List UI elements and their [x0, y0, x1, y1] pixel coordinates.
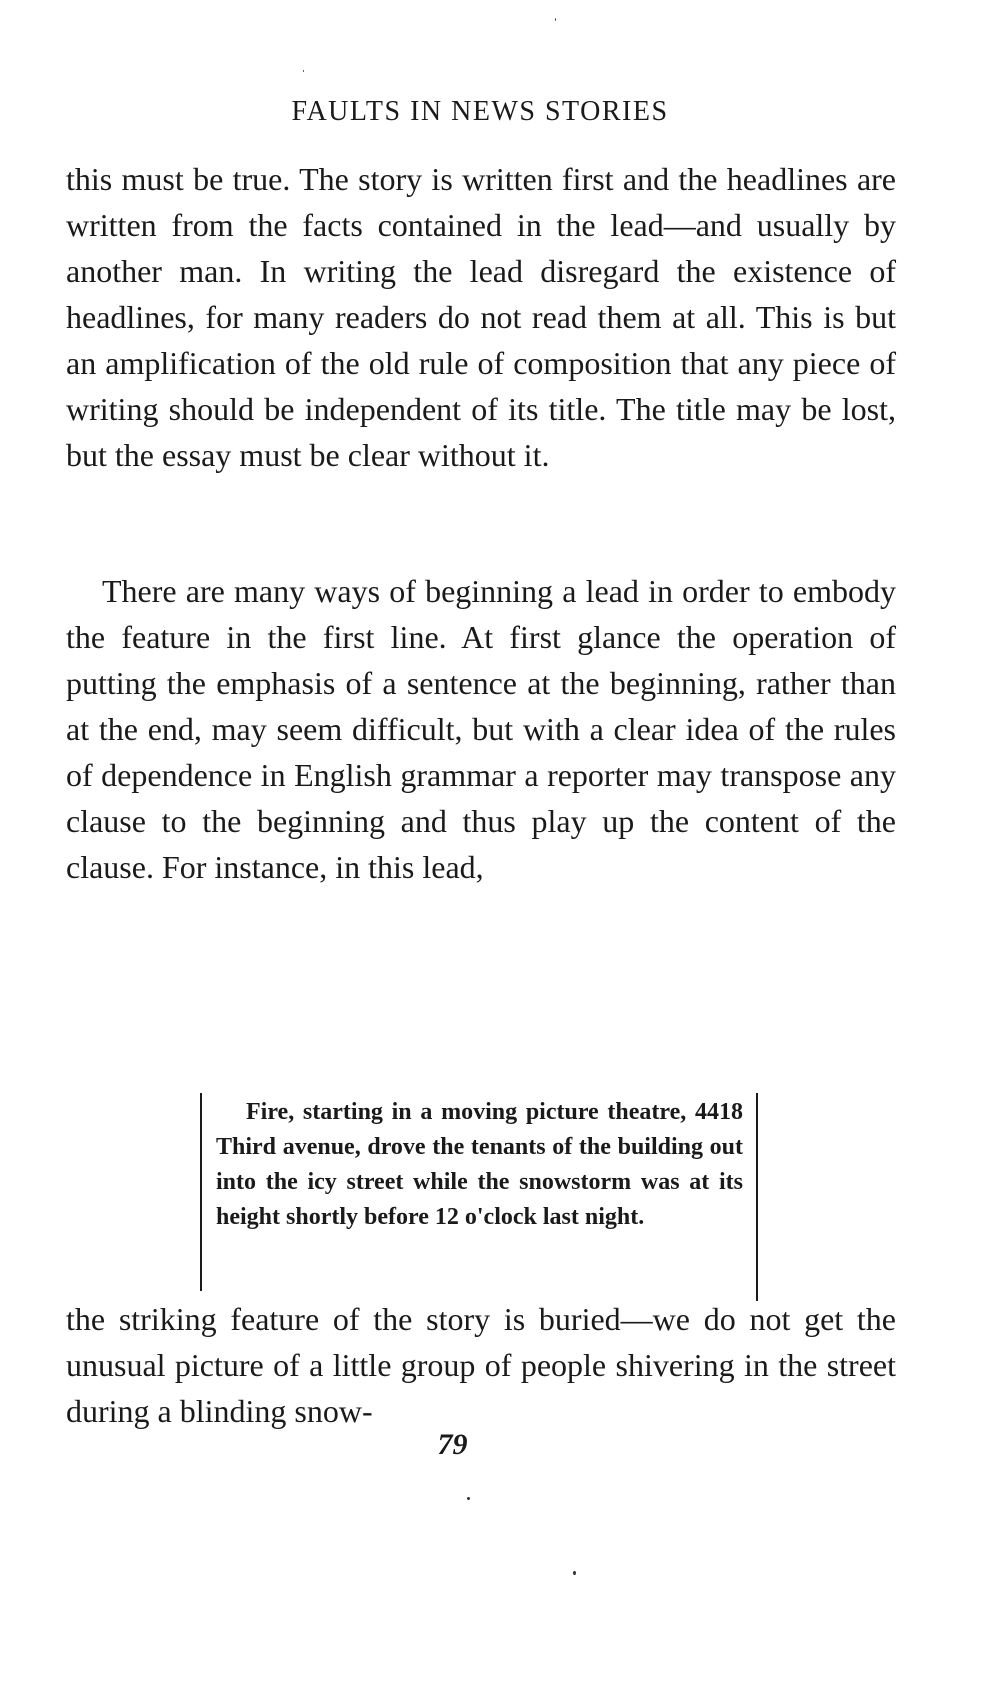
paragraph-text: There are many ways of beginning a lead in order to embody the feature in the first line. At first glance the operation of putting the emphasis of a sentence at the beginning, rather than at the end, may seem difficult, but with a clear idea of the rules of dependence in English grammar a reporter may transpose any clause to the beginning and thus play up the content of the clause. For instance, in this lead, — [66, 573, 896, 885]
example-lead-text — [216, 1095, 743, 1235]
paragraph-text: this must be true. The story is written first and the headlines are written from the facts contained in the lead—and usually by another man. In writing the lead disregard the existence of headlines, for many readers do not read them at all. This is but an amplification of the old rule of composition that any piece of writing should be independent of its title. The title may be lost, but the essay must be clear without it. — [66, 161, 896, 473]
print-speck — [303, 70, 304, 72]
paragraph-feature-buried — [66, 1296, 896, 1434]
paragraph-leads — [66, 568, 896, 890]
example-lead-block — [200, 1093, 758, 1291]
print-speck — [555, 18, 556, 21]
page-number: 79 — [437, 1428, 468, 1461]
paragraph-text: the striking feature of the story is buried—we do not get the unusual picture of a little group of people shivering in the street during a blinding snow- — [66, 1301, 896, 1429]
example-lead-body: Fire, starting in a moving picture theatre, 4418 Third avenue, drove the tenants of the building out into the icy street while the snowstorm was at its height shortly before 12 o'clock last night. — [216, 1099, 743, 1230]
running-head: FAULTS IN NEWS STORIES — [291, 96, 669, 127]
paragraph-continuation — [66, 156, 896, 478]
quote-rule-right — [756, 1093, 758, 1301]
print-speck — [573, 1571, 576, 1575]
quote-rule-left — [200, 1093, 202, 1291]
print-speck — [467, 1497, 470, 1500]
